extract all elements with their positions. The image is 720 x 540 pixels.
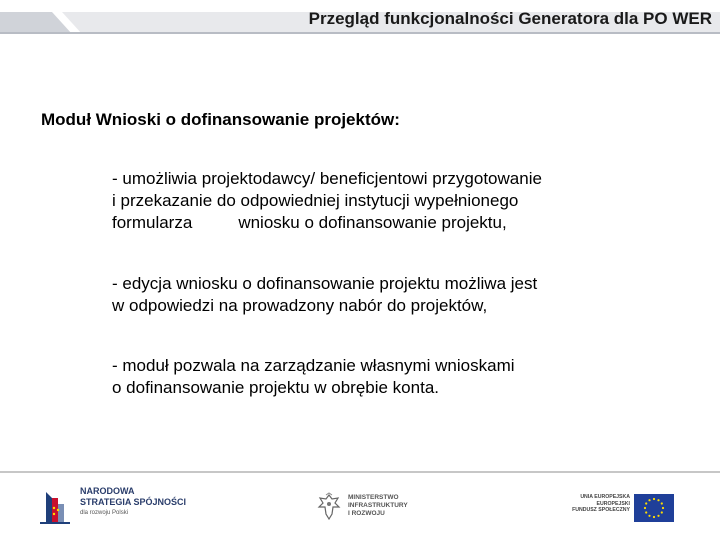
eu-logo [572, 492, 680, 526]
bullet-item-1 [112, 168, 632, 234]
ministry-line3: I ROZWOJU [348, 510, 385, 517]
bullet-text: - edycja wniosku o dofinansowanie projektu możliwa jest [112, 274, 538, 293]
ministry-line1: MINISTERSTWO [348, 494, 399, 501]
bullet-text: w odpowiedzi na prowadzony nabór do projektów, [112, 296, 488, 315]
bullet-text: - moduł pozwala na zarządzanie własnymi wnioskami [112, 356, 515, 375]
bullet-text: - umożliwia projektodawcy/ beneficjentowi przygotowanie [112, 169, 542, 188]
bullet-text: wniosku o dofinansowanie projektu, [238, 213, 507, 232]
eu-line1: UNIA EUROPEJSKA [580, 494, 630, 500]
nss-sub: dla rozwoju Polski [80, 510, 129, 516]
page-title: Przegląd funkcjonalności Generatora dla PO WER [308, 9, 712, 28]
nss-logo [40, 486, 200, 530]
bullet-item-3 [112, 355, 632, 399]
eu-flag-icon [634, 494, 674, 522]
eu-line2: EUROPEJSKI [596, 500, 630, 507]
eu-line3: FUNDUSZ SPOŁECZNY [572, 507, 630, 513]
bullet-text: formularza [112, 213, 193, 232]
bullet-item-2 [112, 273, 632, 317]
bullet-text: i przekazanie do odpowiedniej instytucji wypełnionego [112, 191, 519, 210]
footer-divider [0, 471, 720, 473]
ministry-logo [316, 492, 426, 526]
eagle-emblem-icon [316, 492, 342, 522]
nss-line1: NARODOWA [80, 486, 135, 496]
ministry-line2: INFRASTRUKTURY [348, 502, 408, 509]
nss-line2: STRATEGIA SPÓJNOŚCI [80, 497, 187, 507]
nss-emblem-icon [40, 488, 74, 528]
section-heading: Moduł Wnioski o dofinansowanie projektów: [41, 110, 400, 129]
bullet-text: o dofinansowanie projektu w obrębie konta. [112, 378, 439, 397]
